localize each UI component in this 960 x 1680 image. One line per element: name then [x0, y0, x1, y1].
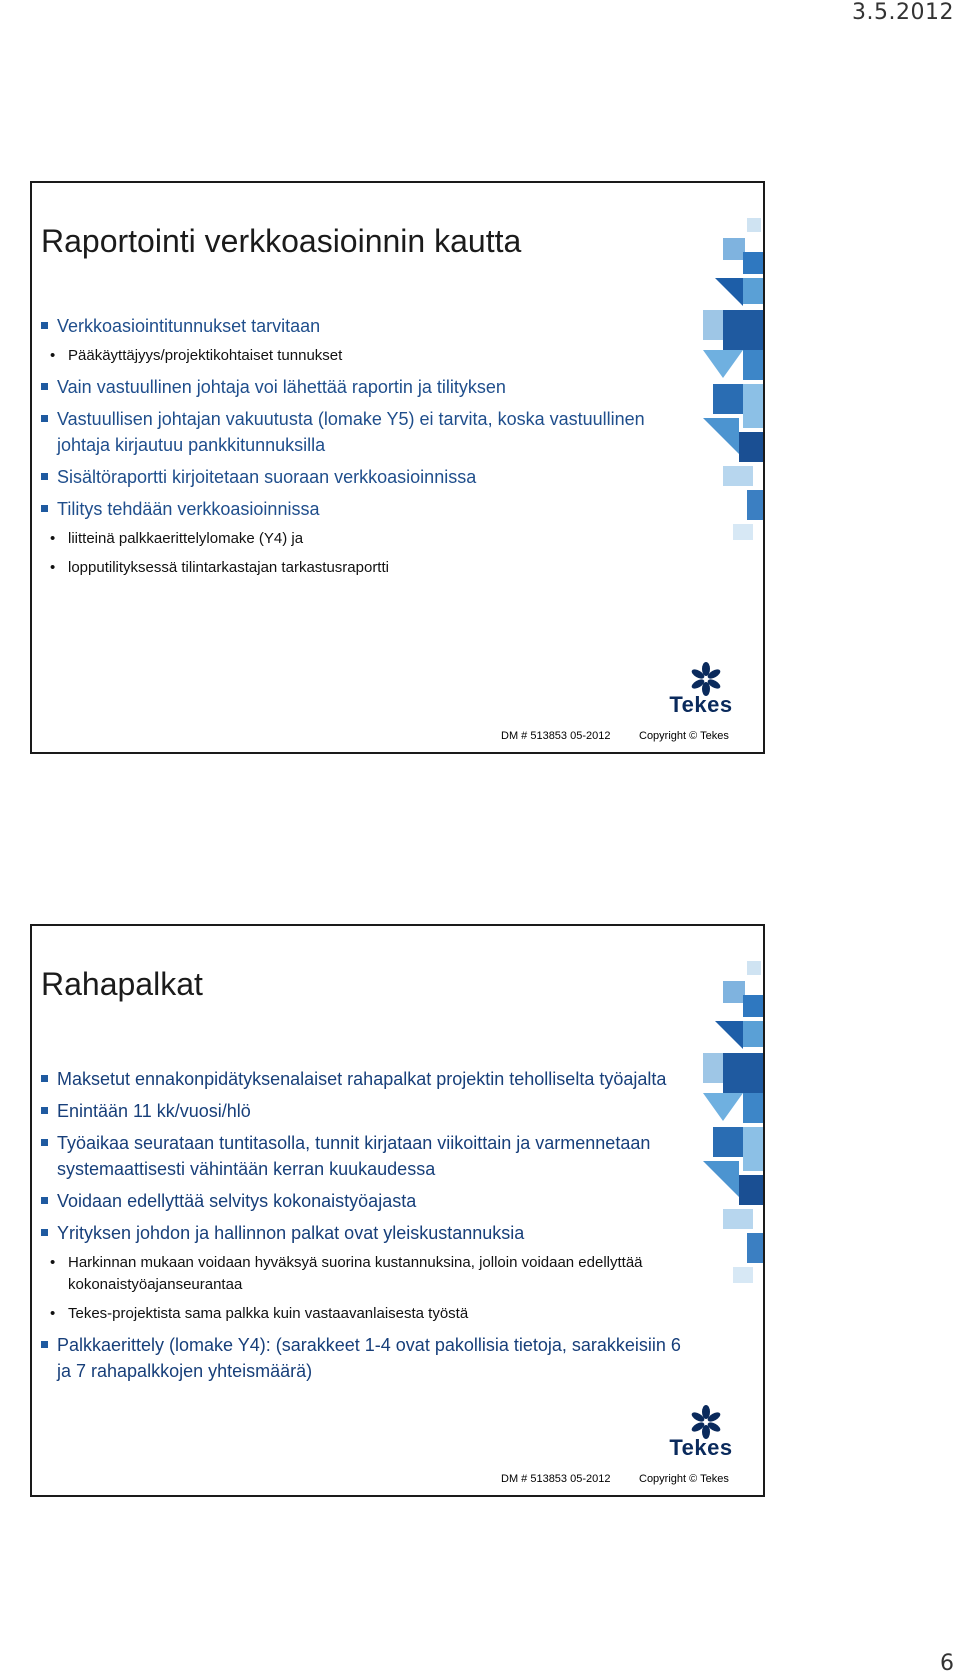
- dot-bullet-icon: •: [50, 347, 56, 364]
- list-item: Voidaan edellyttää selvitys kokonaistyöajasta: [41, 1188, 691, 1214]
- slide-body: [41, 1066, 691, 1390]
- list-item: Maksetut ennakonpidätyksenalaiset rahapalkat projektin teholliselta työajalta: [41, 1066, 691, 1092]
- slide-1: [30, 181, 765, 754]
- square-bullet-icon: [41, 383, 48, 390]
- blue-mosaic-decoration: [703, 218, 763, 638]
- tekes-star-icon: [691, 1405, 721, 1439]
- slide-body: [41, 313, 691, 586]
- logo-text: Tekes: [669, 1435, 733, 1460]
- list-item: Verkkoasiointitunnukset tarvitaan: [41, 313, 691, 339]
- square-bullet-icon: [41, 1075, 48, 1082]
- footer-copyright: Copyright © Tekes: [639, 730, 729, 742]
- list-item: Tilitys tehdään verkkoasioinnissa: [41, 496, 691, 522]
- page-number: 6: [940, 1651, 954, 1676]
- list-item: • Harkinnan mukaan voidaan hyväksyä suorina kustannuksina, jolloin voidaan edellyttää kokonaistyöajanseurantaa: [50, 1254, 643, 1293]
- list-item: Palkkaerittely (lomake Y4): (sarakkeet 1-4 ovat pakollisia tietoja, sarakkeisiin 6 ja 7 rahapalkkojen yhteismäärä): [41, 1332, 691, 1384]
- list-item: • lopputilityksessä tilintarkastajan tarkastusraportti: [41, 557, 691, 579]
- tekes-star-icon: [691, 662, 721, 696]
- slide-title: Rahapalkat: [41, 966, 203, 1002]
- square-bullet-icon: [41, 505, 48, 512]
- square-bullet-icon: [41, 1341, 48, 1348]
- tekes-logo: [661, 662, 741, 722]
- list-item: Vastuullisen johtajan vakuutusta (lomake Y5) ei tarvita, koska vastuullinen johtaja kirjautuu pankkitunnuksilla: [41, 406, 691, 458]
- tekes-logo: [661, 1405, 741, 1465]
- list-item: • liitteinä palkkaerittelylomake (Y4) ja: [41, 528, 691, 550]
- square-bullet-icon: [41, 1229, 48, 1236]
- list-item: Sisältöraportti kirjoitetaan suoraan verkkoasioinnissa: [41, 464, 691, 490]
- square-bullet-icon: [41, 1139, 48, 1146]
- footer-copyright: Copyright © Tekes: [639, 1473, 729, 1485]
- dot-bullet-icon: •: [50, 1305, 56, 1322]
- square-bullet-icon: [41, 473, 48, 480]
- square-bullet-icon: [41, 322, 48, 329]
- blue-mosaic-decoration: [703, 961, 763, 1381]
- footer-document-number: DM # 513853 05-2012: [501, 730, 611, 742]
- square-bullet-icon: [41, 415, 48, 422]
- slide-2: [30, 924, 765, 1497]
- list-item: Enintään 11 kk/vuosi/hlö: [41, 1098, 691, 1124]
- slide-title: Raportointi verkkoasioinnin kautta: [41, 223, 522, 259]
- dot-bullet-icon: •: [50, 559, 56, 576]
- list-item: • Tekes-projektista sama palkka kuin vastaavanlaisesta työstä: [41, 1303, 691, 1325]
- list-item: • Pääkäyttäjyys/projektikohtaiset tunnukset: [41, 345, 691, 367]
- dot-bullet-icon: •: [50, 1254, 56, 1271]
- logo-text: Tekes: [669, 692, 733, 717]
- footer-document-number: DM # 513853 05-2012: [501, 1473, 611, 1485]
- square-bullet-icon: [41, 1197, 48, 1204]
- list-item: Työaikaa seurataan tuntitasolla, tunnit kirjataan viikoittain ja varmennetaan systemaattisesti vähintään kerran kuukaudessa: [41, 1130, 691, 1182]
- list-item: Yrityksen johdon ja hallinnon palkat ovat yleiskustannuksia: [41, 1220, 691, 1246]
- page-date: 3.5.2012: [852, 0, 954, 25]
- list-item: Vain vastuullinen johtaja voi lähettää raportin ja tilityksen: [41, 374, 691, 400]
- square-bullet-icon: [41, 1107, 48, 1114]
- dot-bullet-icon: •: [50, 530, 56, 547]
